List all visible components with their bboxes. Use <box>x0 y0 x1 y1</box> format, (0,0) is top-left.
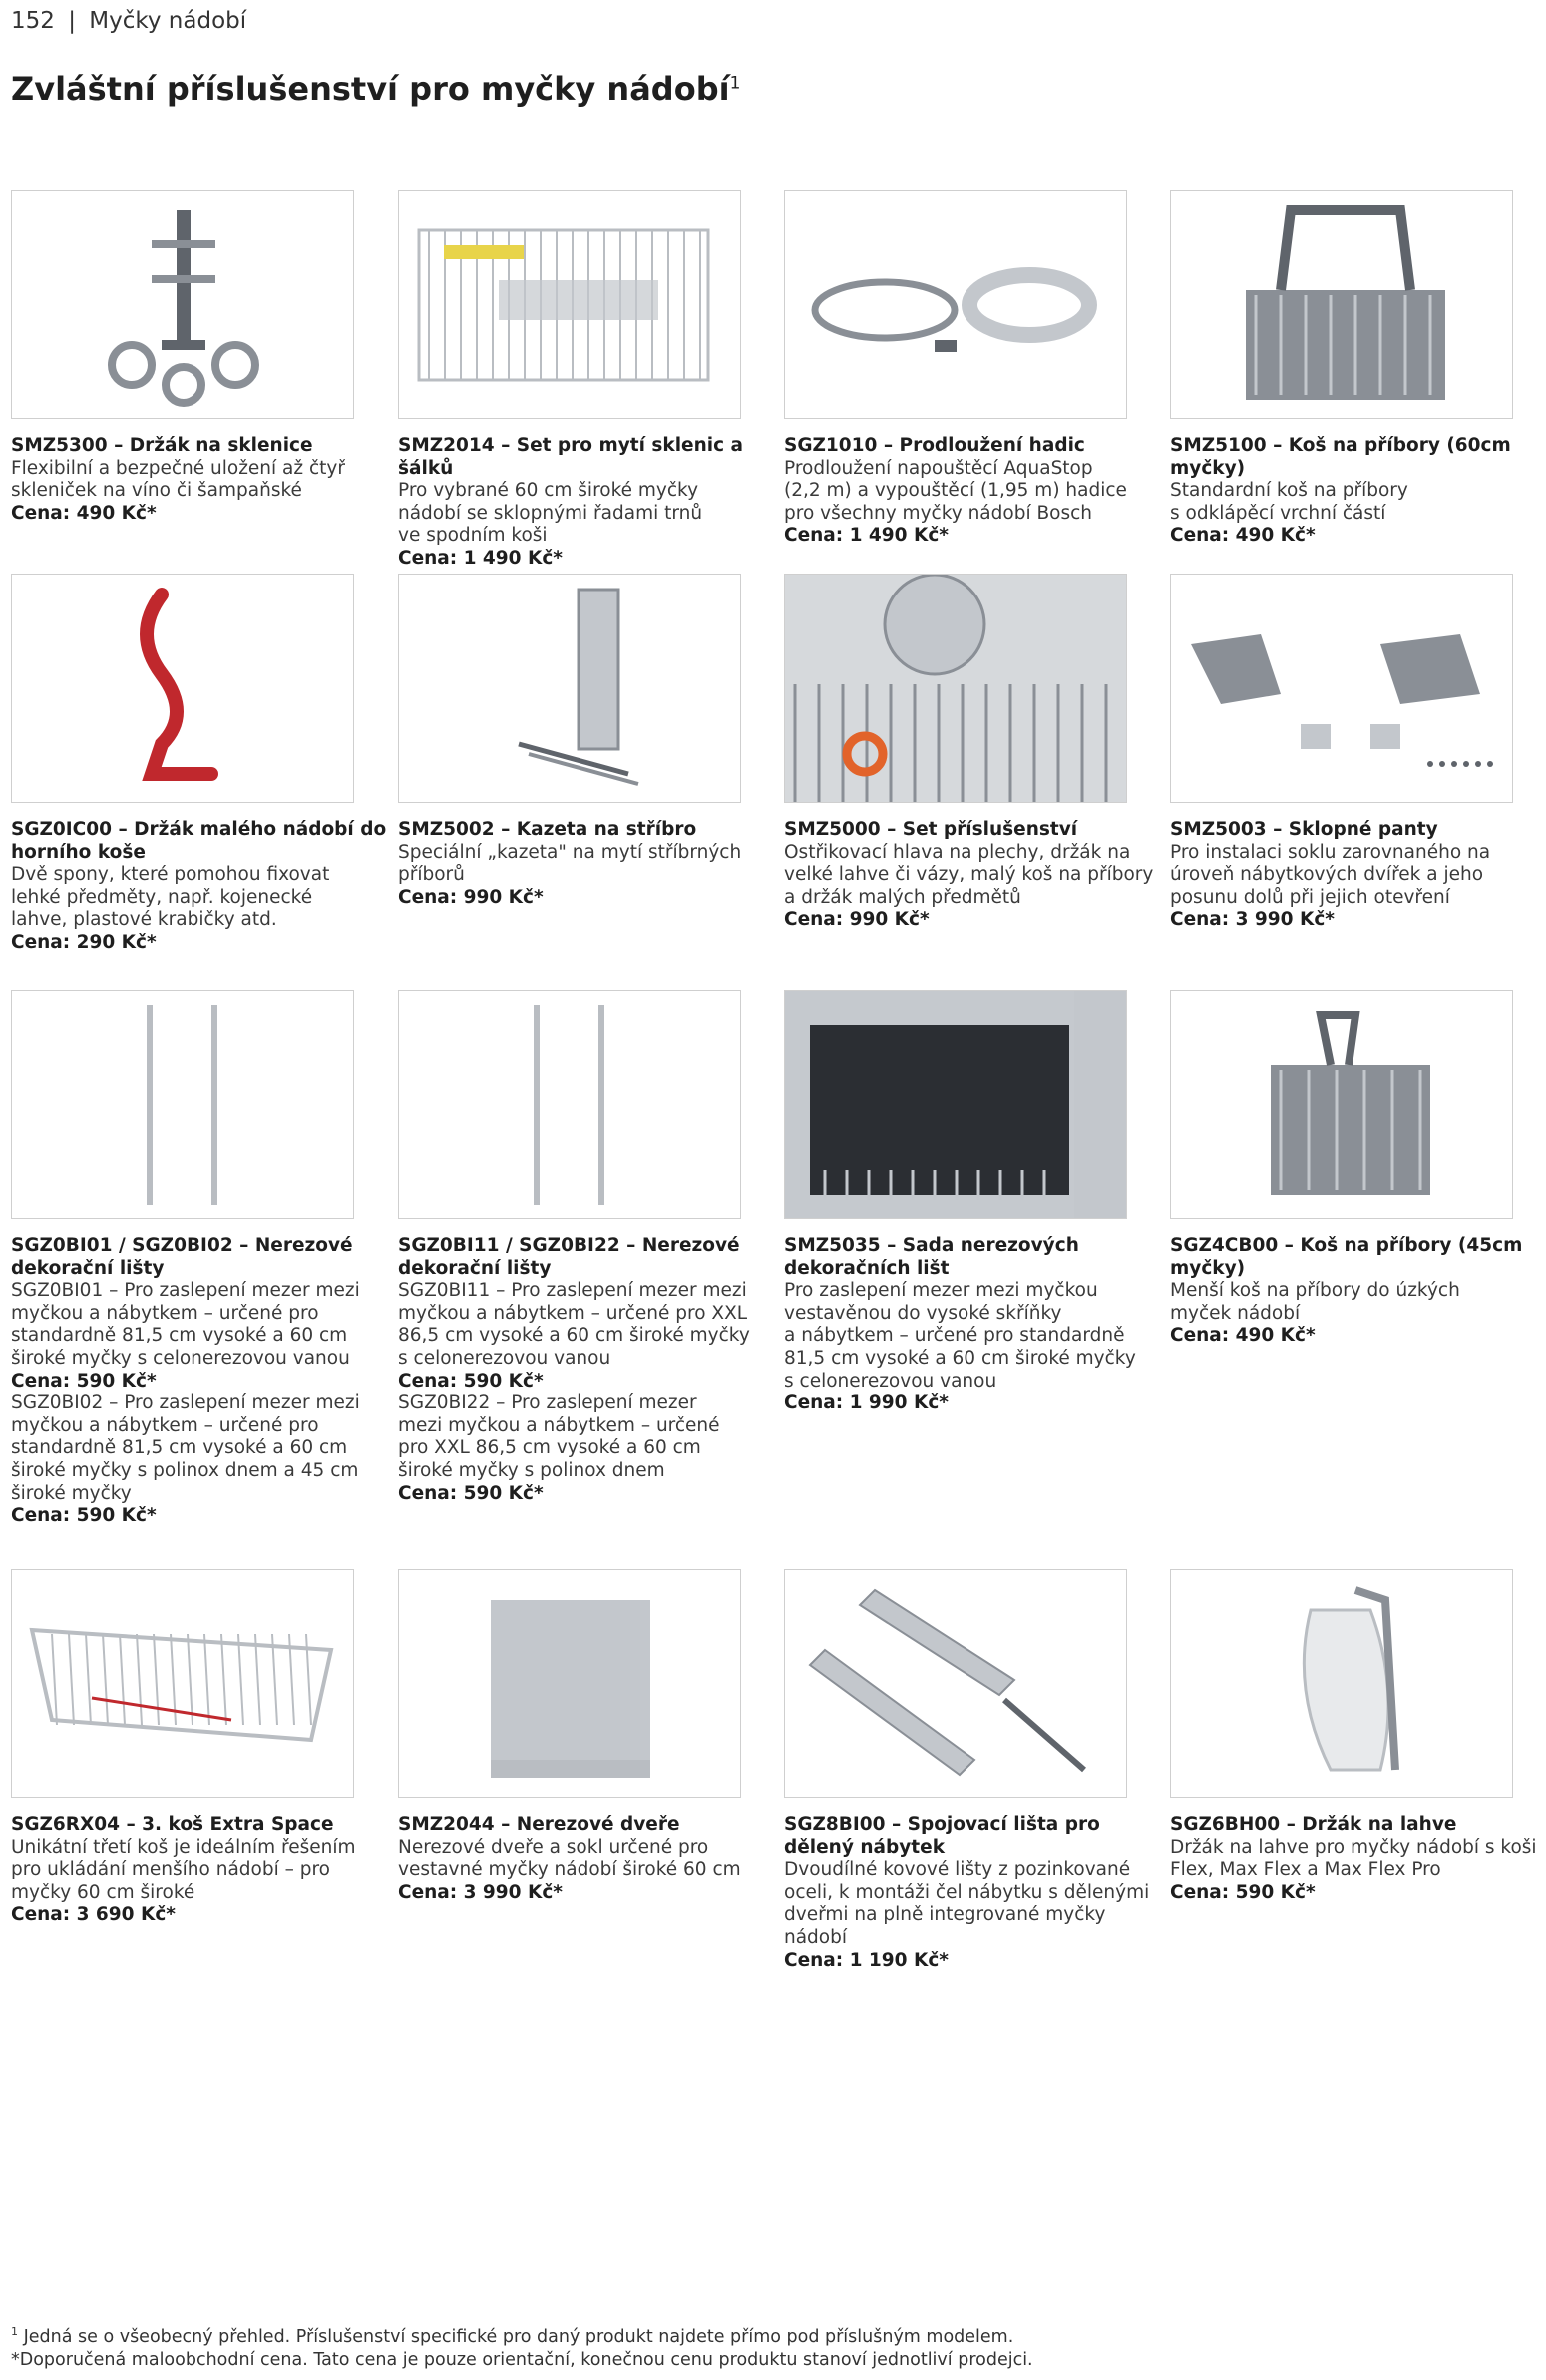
product-description-line: a nábytkem – určené pro standardně <box>784 1325 1125 1347</box>
product-description-line: oceli, k montáži čel nábytku s dělenými <box>784 1881 1150 1903</box>
product-price: Cena: 490 Kč* <box>1170 1325 1316 1347</box>
product-text <box>1170 435 1546 548</box>
silver-cassette-image <box>398 574 741 803</box>
product-card <box>784 574 1163 932</box>
product-description-line: pro všechny myčky nádobí Bosch <box>784 502 1093 524</box>
product-description-line: Standardní koš na příbory <box>1170 480 1408 502</box>
product-description-line: standardně 81,5 cm vysoké a 60 cm <box>11 1437 348 1459</box>
product-description-line: Dvě spony, které pomohou fixovat <box>11 864 330 886</box>
product-description-line: Menší koš na příbory do úzkých <box>1170 1280 1460 1302</box>
product-text <box>398 435 777 571</box>
product-description-line: myčkou a nábytkem – určené pro <box>11 1302 319 1324</box>
product-name: SMZ5000 – Set příslušenství <box>784 819 1078 840</box>
cutlery-basket-image <box>1170 190 1513 419</box>
product-card <box>398 1569 777 1904</box>
product-name: SMZ5100 – Koš na příbory (60cm myčky) <box>1170 435 1511 479</box>
product-name: SGZ0BI11 / SGZ0BI22 – Nerezové dekorační lišty <box>398 1235 740 1279</box>
product-description-line: SGZ0BI02 – Pro zaslepení mezer mezi <box>11 1392 360 1414</box>
product-description-line: s celonerezovou vanou <box>398 1347 611 1369</box>
product-name: SGZ6RX04 – 3. koš Extra Space <box>11 1814 334 1835</box>
product-text <box>784 1814 1163 1972</box>
product-price: Cena: 990 Kč* <box>784 909 930 931</box>
product-price: Cena: 290 Kč* <box>11 931 157 953</box>
product-text <box>784 1235 1163 1415</box>
product-card <box>1170 990 1546 1348</box>
product-price: Cena: 490 Kč* <box>11 502 157 524</box>
product-card <box>784 990 1163 1415</box>
product-text <box>784 819 1163 932</box>
hose-extension-image <box>784 190 1127 419</box>
product-description-line: nádobí se sklopnými řadami trnů <box>398 502 703 524</box>
product-name: SGZ6BH00 – Držák na lahve <box>1170 1814 1457 1835</box>
product-name: SGZ8BI00 – Spojovací lišta pro dělený nábytek <box>784 1814 1100 1858</box>
product-description-line: SGZ0BI22 – Pro zaslepení mezer <box>398 1392 697 1414</box>
product-description-line: pro XXL 86,5 cm vysoké a 60 cm <box>398 1437 701 1459</box>
product-name: SGZ1010 – Prodloužení hadic <box>784 435 1085 456</box>
product-description-line: Speciální „kazeta" na mytí stříbrných <box>398 841 742 863</box>
product-description-line: (2,2 m) a vypouštěcí (1,95 m) hadice <box>784 480 1127 502</box>
product-description-line: Pro instalaci soklu zarovnaného na <box>1170 841 1491 863</box>
product-description-line: myčkou a nábytkem – určené pro <box>11 1414 319 1436</box>
product-price: Cena: 1 190 Kč* <box>784 1949 949 1971</box>
product-price: Cena: 590 Kč* <box>398 1370 544 1391</box>
product-text <box>398 819 777 909</box>
footnotes <box>11 2320 1033 2372</box>
product-price: Cena: 590 Kč* <box>398 1482 544 1504</box>
product-card <box>1170 1569 1546 1904</box>
product-price: Cena: 990 Kč* <box>398 886 544 908</box>
product-price: Cena: 1 490 Kč* <box>398 547 563 569</box>
product-price: Cena: 3 990 Kč* <box>1170 909 1335 931</box>
glass-washing-set-image <box>398 190 741 419</box>
product-text <box>11 435 390 525</box>
footnote-2: *Doporučená maloobchodní cena. Tato cena je pouze orientační, konečnou cenu produktu stanoví jednotliví prodejci. <box>11 2349 1033 2370</box>
product-text <box>784 435 1163 548</box>
product-description-line: nádobí <box>784 1926 848 1948</box>
product-card <box>1170 190 1546 548</box>
product-text <box>1170 1235 1546 1348</box>
product-name: SMZ5002 – Kazeta na stříbro <box>398 819 697 840</box>
product-price: Cena: 490 Kč* <box>1170 525 1316 547</box>
product-card <box>398 990 777 1505</box>
product-card <box>11 190 390 525</box>
product-description-line: Unikátní třetí koš je ideálním řešením <box>11 1836 356 1858</box>
bottle-holder-image <box>1170 1569 1513 1798</box>
product-price: Cena: 1 490 Kč* <box>784 525 949 547</box>
product-card <box>11 1569 390 1927</box>
product-text <box>11 819 390 955</box>
product-description-line: SGZ0BI11 – Pro zaslepení mezer mezi <box>398 1280 747 1302</box>
page-title <box>11 70 740 108</box>
product-card <box>784 1569 1163 1972</box>
title-footnote-mark: 1 <box>729 73 741 94</box>
product-price: Cena: 590 Kč* <box>11 1370 157 1391</box>
product-text <box>398 1235 777 1505</box>
product-description-line: Pro zaslepení mezer mezi myčkou <box>784 1280 1098 1302</box>
product-name: SGZ0IC00 – Držák malého nádobí do horního koše <box>11 819 387 863</box>
product-card <box>398 574 777 909</box>
product-description-line: Flexibilní a bezpečné uložení až čtyř <box>11 457 345 479</box>
product-description-line: a držák malých předmětů <box>784 886 1021 908</box>
product-description-line: velké lahve či vázy, malý koš na příbory <box>784 864 1154 886</box>
product-price: Cena: 1 990 Kč* <box>784 1392 949 1414</box>
small-item-holder-image <box>11 574 354 803</box>
page-header <box>11 8 246 34</box>
product-price: Cena: 3 990 Kč* <box>398 1881 563 1903</box>
product-name: SMZ2014 – Set pro mytí sklenic a šálků <box>398 435 744 479</box>
product-text <box>1170 819 1546 932</box>
product-description-line: posunu dolů při jejich otevření <box>1170 886 1450 908</box>
product-card <box>11 990 390 1528</box>
strip-set-image <box>784 990 1127 1219</box>
footnote-1 <box>11 2320 1033 2349</box>
footnote-1-mark: 1 <box>11 2325 18 2338</box>
product-description-line: dveřmi na plně integrované myčky <box>784 1904 1106 1926</box>
product-description-line: Ostřikovací hlava na plechy, držák na <box>784 841 1131 863</box>
product-price: Cena: 590 Kč* <box>1170 1881 1316 1903</box>
product-card <box>784 190 1163 548</box>
product-description-line: Flex, Max Flex a Max Flex Pro <box>1170 1859 1441 1881</box>
product-name: SMZ5035 – Sada nerezových dekoračních lišt <box>784 1235 1079 1279</box>
product-description-line: Dvoudílné kovové lišty z pozinkované <box>784 1859 1131 1881</box>
product-name: SGZ4CB00 – Koš na příbory (45cm myčky) <box>1170 1235 1523 1279</box>
product-description-line: široké myčky s polinox dnem a 45 cm <box>11 1459 359 1481</box>
product-description-line: SGZ0BI01 – Pro zaslepení mezer mezi <box>11 1280 360 1302</box>
small-cutlery-basket-image <box>1170 990 1513 1219</box>
product-card <box>11 574 390 955</box>
product-description-line: široké myčky <box>11 1482 132 1504</box>
product-text <box>1170 1814 1546 1904</box>
product-description-line: ve spodním koši <box>398 525 548 547</box>
product-description-line: standardně 81,5 cm vysoké a 60 cm <box>11 1325 348 1347</box>
product-price: Cena: 3 690 Kč* <box>11 1904 176 1926</box>
product-description-line: široké myčky s celonerezovou vanou <box>11 1347 350 1369</box>
product-description-line: s odklápěcí vrchní částí <box>1170 502 1386 524</box>
product-description-line: široké myčky s polinox dnem <box>398 1459 665 1481</box>
product-text <box>11 1235 390 1528</box>
product-name: SGZ0BI01 / SGZ0BI02 – Nerezové dekorační lišty <box>11 1235 353 1279</box>
product-description-line: myčky 60 cm široké <box>11 1881 195 1903</box>
product-card <box>398 190 777 571</box>
product-name: SMZ5300 – Držák na sklenice <box>11 435 313 456</box>
product-description-line: vestavné myčky nádobí široké 60 cm <box>398 1859 741 1881</box>
steel-door-image <box>398 1569 741 1798</box>
connecting-strip-image <box>784 1569 1127 1798</box>
product-description-line: myčkou a nábytkem – určené pro XXL <box>398 1302 748 1324</box>
product-description-line: lahve, plastové krabičky atd. <box>11 909 277 931</box>
page-title-text: Zvláštní příslušenství pro myčky nádobí <box>11 70 730 108</box>
product-description-line: 81,5 cm vysoké a 60 cm široké myčky <box>784 1347 1136 1369</box>
decor-strips-xxl-image <box>398 990 741 1219</box>
product-description-line: 86,5 cm vysoké a 60 cm široké myčky <box>398 1325 750 1347</box>
header-separator: | <box>68 8 76 34</box>
product-name: SMZ2044 – Nerezové dveře <box>398 1814 680 1835</box>
hinges-image <box>1170 574 1513 803</box>
product-description-line: mezi myčkou a nábytkem – určené <box>398 1414 720 1436</box>
product-name: SMZ5003 – Sklopné panty <box>1170 819 1438 840</box>
product-text <box>11 1814 390 1927</box>
glass-holder-image <box>11 190 354 419</box>
product-description-line: s celonerezovou vanou <box>784 1370 997 1391</box>
product-description-line: úroveň nábytkových dvířek a jeho <box>1170 864 1484 886</box>
product-description-line: příborů <box>398 864 465 886</box>
product-description-line: Prodloužení napouštěcí AquaStop <box>784 457 1093 479</box>
product-description-line: skleniček na víno či šampaňské <box>11 480 302 502</box>
product-description-line: myček nádobí <box>1170 1302 1301 1324</box>
product-price: Cena: 590 Kč* <box>11 1505 157 1527</box>
product-card <box>1170 574 1546 932</box>
accessory-set-image <box>784 574 1127 803</box>
section-name: Myčky nádobí <box>89 8 247 34</box>
product-description-line: Nerezové dveře a sokl určené pro <box>398 1836 709 1858</box>
footnote-1-text: Jedná se o všeobecný přehled. Příslušenství specifické pro daný produkt najdete přímo pod příslušným modelem. <box>23 2326 1014 2347</box>
product-text <box>398 1814 777 1904</box>
product-description-line: lehké předměty, např. kojenecké <box>11 886 313 908</box>
third-basket-image <box>11 1569 354 1798</box>
product-description-line: vestavěnou do vysoké skříňky <box>784 1302 1062 1324</box>
decor-strips-image <box>11 990 354 1219</box>
product-description-line: Držák na lahve pro myčky nádobí s koši <box>1170 1836 1537 1858</box>
page-number: 152 <box>11 8 55 34</box>
product-description-line: pro ukládání menšího nádobí – pro <box>11 1859 330 1881</box>
product-description-line: Pro vybrané 60 cm široké myčky <box>398 480 699 502</box>
